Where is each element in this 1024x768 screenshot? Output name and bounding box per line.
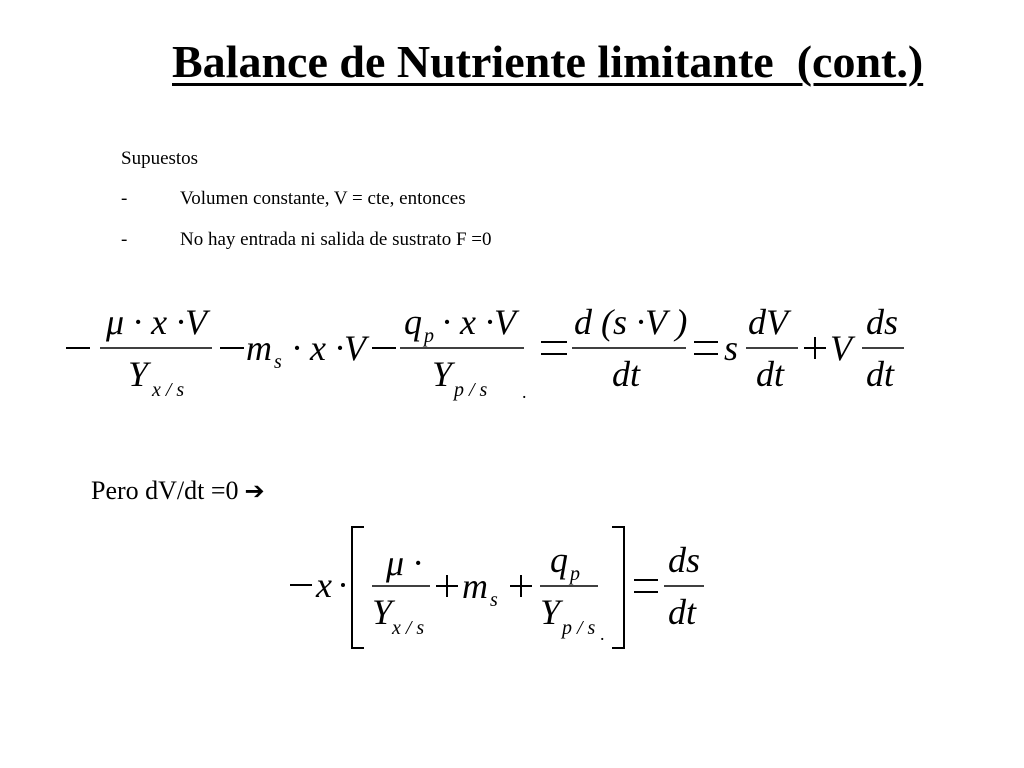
assumption-item: No hay entrada ni salida de sustrato F =0 xyxy=(180,229,492,250)
assumptions-heading: Supuestos xyxy=(121,148,199,169)
ms-symbol: m xyxy=(246,328,272,368)
fraction-denominator: dt xyxy=(612,354,641,394)
fraction-denominator: Y xyxy=(372,592,393,632)
s-symbol: s xyxy=(724,328,739,368)
fraction-denominator: Y xyxy=(128,354,149,394)
subscript: p / s xyxy=(454,379,488,401)
subscript: x / s xyxy=(392,617,425,639)
bullet-marker: - xyxy=(121,229,128,250)
equals-sign xyxy=(634,580,658,592)
fraction-denominator: Y xyxy=(432,354,453,394)
plus-sign xyxy=(510,575,532,597)
ms-symbol: m xyxy=(462,566,488,606)
left-bracket xyxy=(352,527,364,648)
x-symbol: x xyxy=(316,565,332,605)
fraction-numerator: q xyxy=(550,540,568,580)
bullet-marker: - xyxy=(121,188,128,209)
fraction-numerator: dV xyxy=(748,302,788,342)
fraction-denominator: dt xyxy=(756,354,785,394)
fraction-numerator-tail: · x ·V xyxy=(442,302,516,342)
plus-sign xyxy=(436,575,458,597)
term-tail: · x ·V xyxy=(292,328,366,368)
subscript: p / s xyxy=(562,617,596,639)
assumption-item: Volumen constante, V = cte, entonces xyxy=(180,188,466,209)
right-bracket xyxy=(612,527,624,648)
fraction-denominator: Y xyxy=(540,592,561,632)
slide-title: Balance de Nutriente limitante (cont.) xyxy=(172,36,924,87)
fraction-numerator: μ · xyxy=(386,543,423,583)
dot: . xyxy=(600,624,605,644)
subscript: s xyxy=(490,589,498,611)
multiplication-dot xyxy=(341,583,345,587)
V-symbol: V xyxy=(830,328,852,368)
fraction-numerator: d (s ·V ) xyxy=(574,302,688,342)
fraction-numerator: q xyxy=(404,302,422,342)
fraction-denominator: dt xyxy=(668,592,697,632)
right-arrow-icon: ➔ xyxy=(244,477,265,505)
fraction-numerator: ds xyxy=(668,540,701,580)
fraction-denominator: dt xyxy=(866,354,895,394)
subscript: p xyxy=(570,563,580,585)
fraction-numerator: μ · x ·V xyxy=(106,302,208,342)
fraction-numerator: ds xyxy=(866,302,899,342)
note-text: Pero dV/dt =0 xyxy=(91,476,239,505)
subscript: x / s xyxy=(152,379,185,401)
subscript: p xyxy=(424,325,434,347)
dot: . xyxy=(522,382,527,402)
subscript: s xyxy=(274,351,282,373)
